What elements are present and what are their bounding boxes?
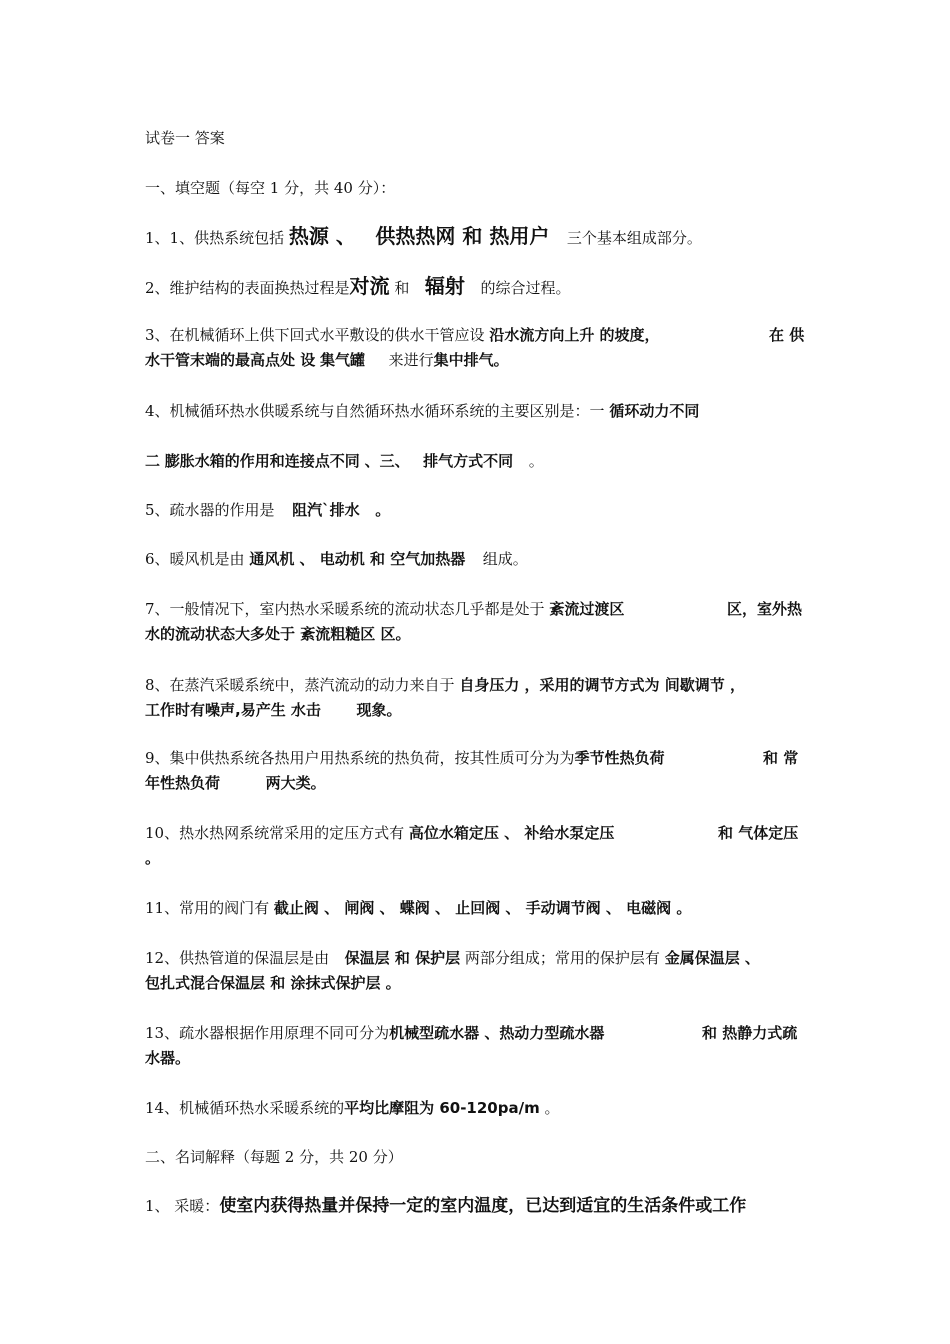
q8-answer-2: 工作时有噪声,易产生 水击: [145, 701, 321, 719]
q6-answer: 通风机 、 电动机 和 空气加热器: [249, 550, 466, 568]
question-10-line-2: 。: [145, 849, 161, 867]
question-6: [145, 547, 810, 571]
question-2: [145, 274, 810, 300]
question-13-line-1: [145, 1021, 810, 1045]
q4-answer-2: 膨胀水箱的作用和连接点不同: [164, 452, 360, 470]
question-7-line-2: 水的流动状态大多处于 紊流粗糙区 区。: [145, 625, 411, 643]
q13-text: 13、疏水器根据作用原理不同可分为: [145, 1024, 390, 1042]
q6-tail: 组成。: [482, 550, 528, 568]
question-8-line-2: [145, 698, 810, 722]
question-7-line-1: [145, 597, 810, 621]
q4-label-3: 、三、: [364, 452, 410, 470]
question-3-line-1: [145, 323, 810, 347]
q8-answer-1: 自身压力 ，采用的调节方式为 间歇调节 ，: [459, 676, 745, 694]
definition-1-label: 1、 采暖：: [145, 1197, 220, 1215]
q7-line-end: 区，室外热: [727, 600, 803, 618]
q2-answer-2: 辐射: [424, 274, 465, 298]
q10-line-end: 和 气体定压: [718, 824, 799, 842]
q4-text: 4、机械循环热水供暖系统与自然循环热水循环系统的主要区别是：一: [145, 402, 605, 420]
question-12-line-2: 包扎式混合保温层 和 涂抹式保护层 。: [145, 974, 401, 992]
q14-answer: 平均比摩阻为 60-120pa/m: [344, 1099, 540, 1117]
definition-1-answer: 使室内获得热量并保持一定的室内温度，已达到适宜的生活条件或工作: [219, 1196, 747, 1216]
q3-answer-2: 水干管末端的最高点处 设: [145, 351, 316, 369]
section-term-definitions: 二、名词解释（每题 2 分，共 20 分）: [145, 1148, 403, 1166]
q2-text: 2、维护结构的表面换热过程是: [145, 279, 350, 297]
q7-text: 7、一般情况下，室内热水采暖系统的流动状态几乎都是处于: [145, 600, 545, 618]
question-3-line-2: [145, 348, 810, 372]
question-11: [145, 896, 810, 920]
question-9-line-1: [145, 746, 810, 770]
q9-line-end: 和 常: [763, 749, 799, 767]
q11-answer: 截止阀 、 闸阀 、 蝶阀 、 止回阀 、 手动调节阀 、 电磁阀 。: [273, 899, 692, 917]
q2-mid: 和: [394, 279, 410, 297]
q8-text: 8、在蒸汽采暖系统中，蒸汽流动的动力来自于: [145, 676, 455, 694]
question-13-line-2: 水器。: [145, 1049, 191, 1067]
q3-text: 3、在机械循环上供下回式水平敷设的供水干管应设: [145, 326, 485, 344]
question-5: [145, 498, 810, 522]
question-4-line-1: [145, 399, 810, 423]
q2-tail: 的综合过程。: [480, 279, 571, 297]
q4-label-2: 二: [145, 452, 161, 470]
q12-answer-1: 保温层 和 保护层: [344, 949, 461, 967]
q4-answer-3: 排气方式不同: [423, 452, 514, 470]
q6-text: 6、暖风机是由: [145, 550, 245, 568]
q11-text: 11、常用的阀门有: [145, 899, 270, 917]
q1-answer-1: 热源 、: [288, 224, 356, 248]
q10-text: 10、热水热网系统常采用的定压方式有: [145, 824, 405, 842]
question-8-line-1: [145, 673, 810, 697]
q2-answer-1: 对流: [349, 274, 390, 298]
q7-answer-1: 紊流过渡区: [549, 600, 625, 618]
q14-text: 14、机械循环热水采暖系统的: [145, 1099, 345, 1117]
q12-answer-2: 金属保温层 、: [664, 949, 760, 967]
q5-answer: 阻汽`排水: [292, 501, 360, 519]
question-9-line-2: [145, 771, 810, 795]
q1-tail: 三个基本组成部分。: [566, 229, 702, 247]
q3-mid: 来进行: [388, 351, 434, 369]
q9-text: 9、集中供热系统各热用户用热系统的热负荷，按其性质可分为为: [145, 749, 575, 767]
q9-answer-2: 年性热负荷: [145, 774, 221, 792]
q10-answer-1: 高位水箱定压 、 补给水泵定压: [408, 824, 615, 842]
question-10-line-1: [145, 821, 810, 845]
q1-answer-2: 供热热网 和 热用户: [375, 224, 550, 248]
definition-1: [145, 1194, 810, 1218]
q3-line-end: 在 供: [769, 326, 805, 344]
section-fill-in-blank: 一、填空题（每空 1 分，共 40 分）：: [145, 179, 396, 197]
question-4-line-2: [145, 449, 810, 473]
q13-line-end: 和 热静力式疏: [702, 1024, 798, 1042]
q5-end: 。: [375, 501, 391, 519]
q3-answer-4: 集中排气。: [433, 351, 509, 369]
q14-end: 。: [544, 1099, 560, 1117]
question-1: [145, 224, 810, 250]
q9-end: 两大类。: [265, 774, 326, 792]
q5-text: 5、疏水器的作用是: [145, 501, 275, 519]
q4-answer-1: 循环动力不同: [609, 402, 700, 420]
q13-answer-1: 机械型疏水器 、热动力型疏水器: [389, 1024, 605, 1042]
doc-title: 试卷一 答案: [145, 129, 225, 147]
q3-answer-3: 集气罐: [320, 351, 366, 369]
q12-mid: 两部分组成；常用的保护层有: [464, 949, 660, 967]
question-14: [145, 1096, 810, 1120]
q9-answer-1: 季节性热负荷: [574, 749, 665, 767]
q1-text: 1、1、供热系统包括: [145, 229, 285, 247]
q12-text: 12、供热管道的保温层是由: [145, 949, 330, 967]
q4-end: 。: [528, 452, 544, 470]
q8-end: 现象。: [356, 701, 402, 719]
question-12-line-1: [145, 946, 810, 970]
q3-answer-1: 沿水流方向上升 的坡度，: [489, 326, 660, 344]
